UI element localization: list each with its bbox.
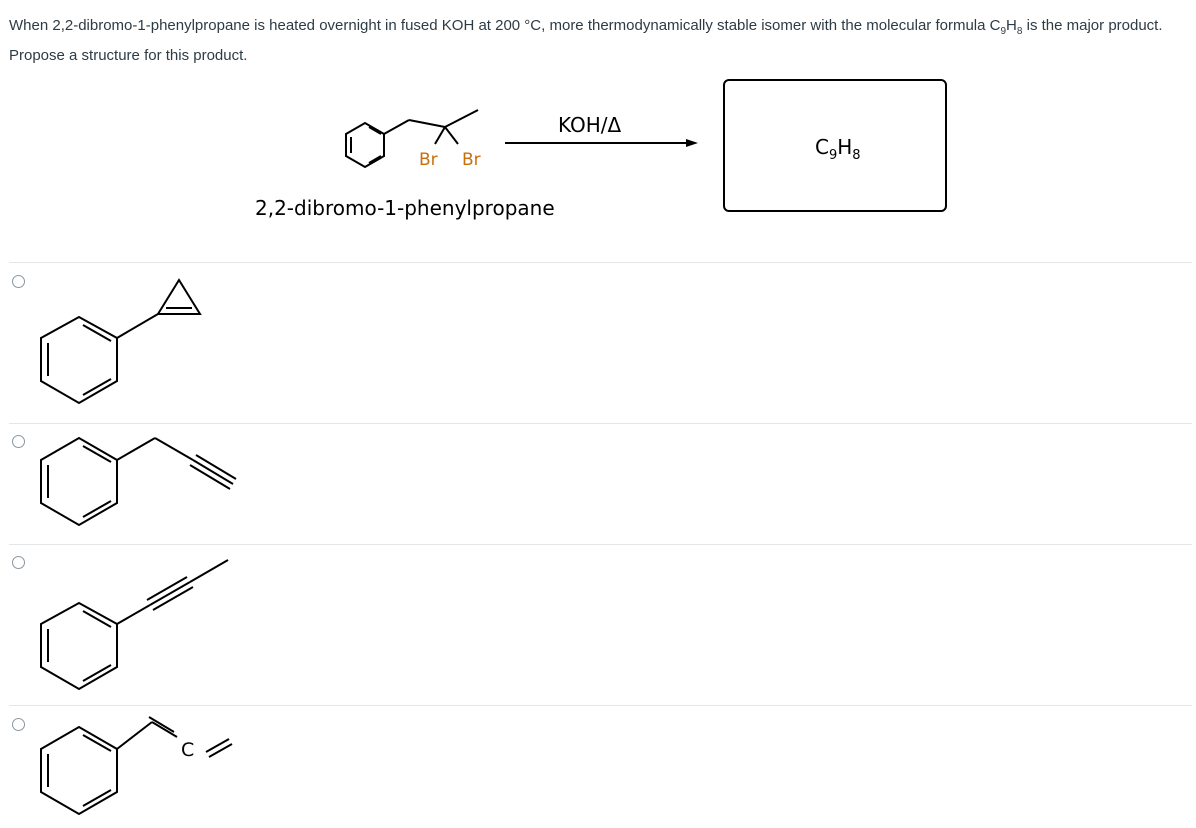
reactant-name: 2,2-dibromo-1-phenylpropane: [255, 196, 555, 220]
question-main: When 2,2-dibromo-1-phenylpropane is heated overnight in fused KOH at 200 °C, more thermodynamically stable isomer with the molecular formula C: [9, 17, 1001, 34]
product-h: H: [837, 135, 853, 159]
bromine-label-2: Br: [462, 150, 481, 170]
option-b-structure: [0, 424, 260, 544]
product-formula: [815, 135, 861, 163]
option-d-carbon-label: C: [181, 739, 195, 761]
question-formula-c-sub: 9: [1000, 26, 1007, 37]
option-d[interactable]: [0, 706, 1196, 828]
reaction-arrow: [505, 139, 698, 147]
option-b[interactable]: [0, 424, 1196, 544]
product-c-sub: 9: [828, 148, 838, 163]
option-c[interactable]: [0, 545, 1196, 705]
option-c-structure: [0, 545, 260, 705]
option-d-structure: [0, 706, 260, 828]
question-formula-h: H: [1006, 17, 1017, 34]
reagent-label: KOH/Δ: [558, 113, 622, 137]
question-text: [9, 14, 1189, 68]
product-box: [724, 80, 946, 211]
reaction-scheme: [250, 72, 970, 232]
question-formula-h-sub: 8: [1016, 26, 1023, 37]
bromine-label-1: Br: [419, 150, 438, 170]
question-tail: is the major product. Propose a structure for this product.: [9, 17, 1163, 64]
option-a[interactable]: [0, 263, 1196, 423]
reactant-structure: [346, 110, 478, 167]
product-c: C: [815, 135, 829, 159]
product-h-sub: 8: [852, 148, 861, 163]
option-a-structure: [0, 263, 260, 423]
